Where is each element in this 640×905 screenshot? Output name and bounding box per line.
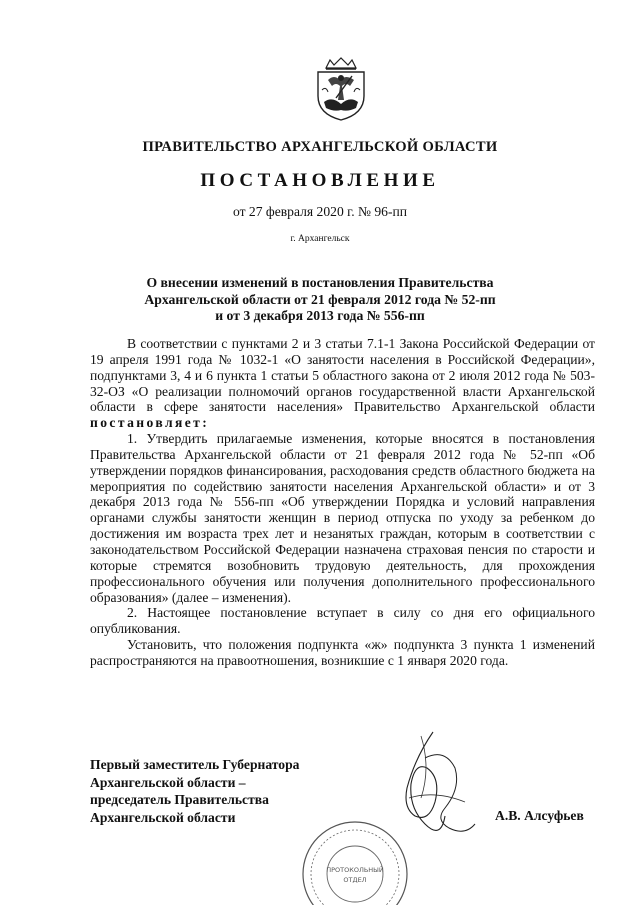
- signer-title-line: Архангельской области –: [90, 774, 246, 790]
- item-1-paragraph: 1. Утвердить прилагаемые изменения, которые вносятся в постановления Правительства Архангельской области от 21 февраля 2012 года № 52-пп «Об утверждении порядков финансирования, расходования средств областного бюджета на мероприятия по содействию занятости населения Архангельской области» и от 3 декабря 2013 года № 556-пп «Об утверждении Порядка и условий направления органами службы занятости женщин в период отпуска по уходу за ребенком до достижения им возраста трех лет и незанятых граждан, которым в соответствии с законодательством Российской Федерации назначена страховая пенсия по старости и которые стремятся возобновить трудовую деятельность, для прохождения профессионального обучения или получения дополнительного профессионального образования» (далее – изменения).: [90, 431, 595, 605]
- signer-name: А.В. Алсуфьев: [495, 808, 584, 823]
- signer-title: [90, 756, 299, 826]
- item-2-paragraph: 2. Настоящее постановление вступает в силу со дня его официального опубликования.: [90, 605, 595, 637]
- subject-line: Архангельской области от 21 февраля 2012 года № 52-пп: [144, 291, 496, 307]
- document-type: ПОСТАНОВЛЕНИЕ: [200, 170, 440, 191]
- subject-line: О внесении изменений в постановления Правительства: [146, 275, 494, 290]
- handwritten-signature-icon: [385, 728, 485, 848]
- signer-title-line: Первый заместитель Губернатора: [90, 757, 300, 772]
- document-body: [90, 336, 595, 669]
- document-subject: [120, 275, 520, 325]
- seal-text: ОТДЕЛ: [343, 876, 367, 884]
- seal-text: ПРОТОКОЛЬНЫЙ: [326, 866, 384, 874]
- signer-title-line: председатель Правительства: [90, 792, 269, 807]
- signer-title-line: Архангельской области: [90, 809, 236, 825]
- document-city: г. Архангельск: [290, 234, 350, 244]
- preamble-text: В соответствии с пунктами 2 и 3 статьи 7.1-1 Закона Российской Федерации от 19 апреля 1991 года № 1032-1 «О занятости населения в Российской Федерации», подпунктами 3, 4 и 6 пункта 1 статьи 5 областного закона от 2 июля 2012 года № 503-32-ОЗ «О реализации полномочий органов государственной власти Архангельской области в сфере занятости населения» Правительство Архангельской области: [90, 336, 595, 415]
- preamble-paragraph: [90, 336, 595, 431]
- resolves-word: постановляет:: [90, 415, 210, 431]
- document-date-number: от 27 февраля 2020 г. № 96-пп: [232, 204, 408, 219]
- item-3-paragraph: Установить, что положения подпункта «ж» подпункта 3 пункта 1 изменений распространяются на правоотношения, возникшие с 1 января 2020 года.: [90, 637, 595, 668]
- arkhangelsk-coat-of-arms-icon: [312, 56, 370, 122]
- government-title: ПРАВИТЕЛЬСТВО АРХАНГЕЛЬСКОЙ ОБЛАСТИ: [142, 139, 498, 155]
- subject-line: и от 3 декабря 2013 года № 556-пп: [215, 308, 425, 323]
